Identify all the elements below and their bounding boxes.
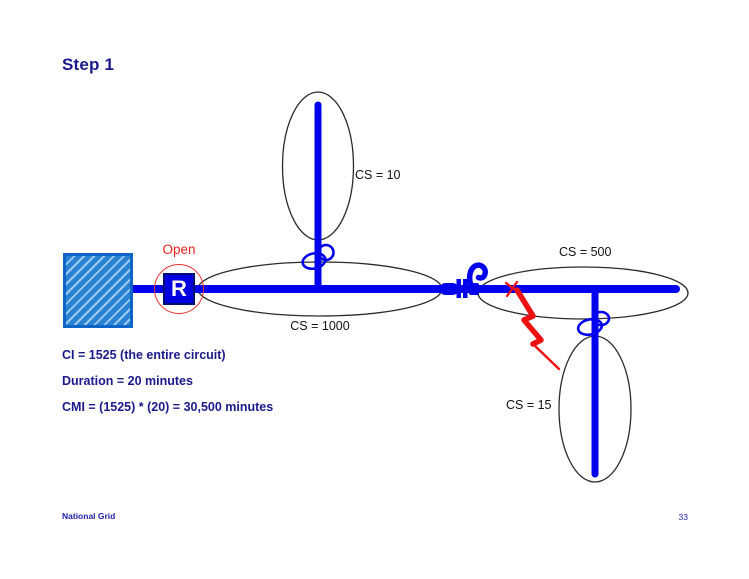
lightning-bolt-tail — [533, 344, 559, 369]
section-label-cs15: CS = 15 — [506, 398, 552, 412]
footer-brand: National Grid — [62, 511, 116, 521]
section-label-cs10: CS = 10 — [355, 168, 401, 182]
note-ci: CI = 1525 (the entire circuit) — [62, 348, 226, 362]
bottom-tap-loop-icon — [577, 317, 604, 337]
top-tap-loop-icon — [301, 251, 327, 270]
page-number: 33 — [678, 512, 688, 522]
sectionalizer-bar-2 — [463, 279, 468, 298]
section-label-cs500: CS = 500 — [559, 245, 612, 259]
section-label-cs1000: CS = 1000 — [290, 319, 350, 333]
switch-hook-icon — [470, 265, 486, 286]
recloser-status-label: Open — [162, 242, 196, 257]
sectionalizer-nub — [440, 283, 458, 295]
sectionalizer-bar-1 — [457, 279, 462, 298]
note-duration: Duration = 20 minutes — [62, 374, 193, 388]
calculation-notes — [62, 348, 382, 426]
note-cmi: CMI = (1525) * (20) = 30,500 minutes — [62, 400, 274, 414]
substation-symbol — [63, 253, 133, 328]
page-title: Step 1 — [62, 55, 115, 74]
recloser-symbol: R — [163, 273, 195, 305]
